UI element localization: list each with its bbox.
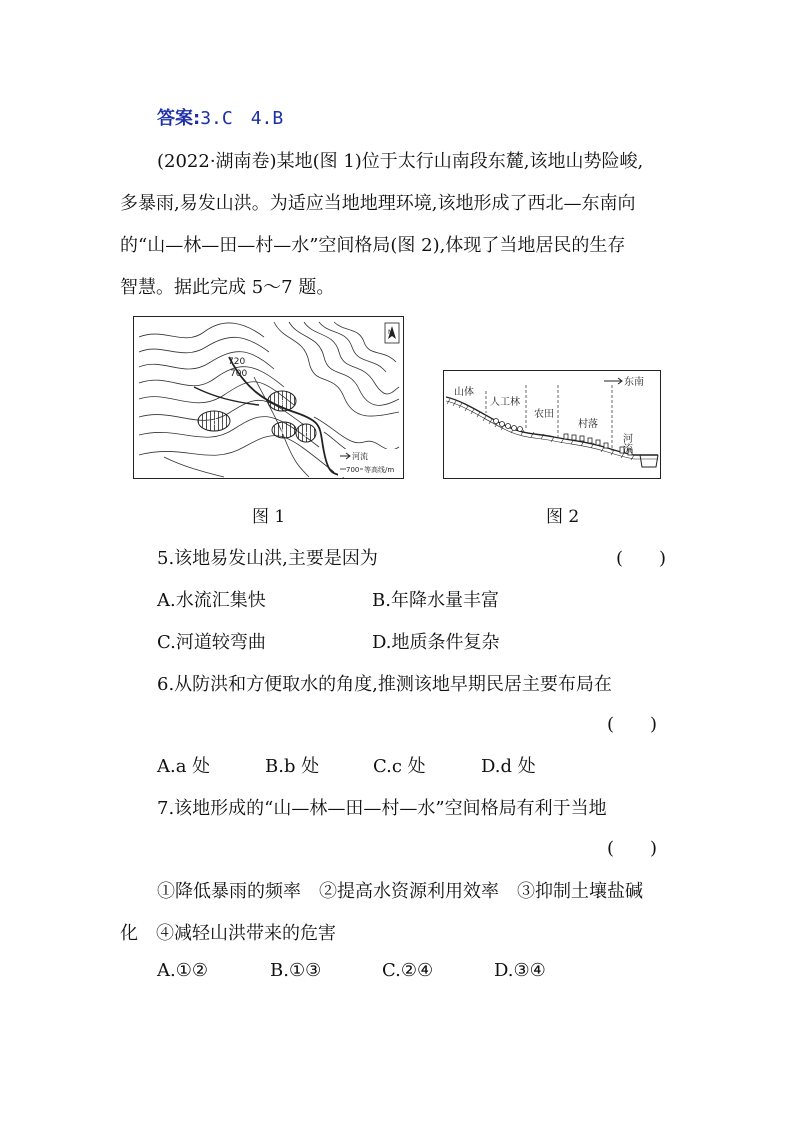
zone-label-village: 村落 [578, 419, 598, 430]
contour-label-720: 720 [228, 357, 246, 367]
direction-label: 东南 [624, 377, 644, 388]
question-5-answer-blank: ( ) [616, 548, 667, 569]
zone-label-farmland: 农田 [534, 409, 554, 420]
question-6-stem: 6.从防洪和方便取水的角度,推测该地早期民居主要布局在 [157, 674, 612, 695]
intro-line-3: 的“山—林—田—村—水”空间格局(图 2),体现了当地居民的生存 [120, 235, 626, 256]
forest-trees [494, 419, 523, 432]
zone-label-forest: 人工林 [490, 397, 520, 408]
contour-label-700: 700 [230, 369, 248, 379]
figure-2-profile [443, 370, 661, 479]
answer-line [157, 104, 283, 130]
question-6-option-d: D.d 处 [481, 756, 536, 777]
question-7-option-a: A.①② [157, 960, 208, 981]
north-label: N [388, 329, 393, 336]
point-label-d: d [211, 418, 217, 428]
map-legend [338, 449, 402, 477]
profile-svg [444, 371, 660, 478]
answer-value: 3.C 4.B [200, 108, 284, 129]
question-7-stem: 7.该地形成的“山—林—田—村—水”空间格局有利于当地 [157, 798, 607, 819]
zone-label-mountain: 山体 [454, 387, 474, 398]
figure-1-contour-map [133, 316, 404, 479]
question-6-answer-blank: ( ) [607, 714, 658, 735]
question-6-option-b: B.b 处 [265, 756, 320, 777]
figure-2-caption: 图 2 [546, 507, 580, 527]
contour-map-svg [134, 317, 403, 478]
question-5-stem: 5.该地易发山洪,主要是因为 [157, 548, 378, 569]
question-5-option-d: D.地质条件复杂 [372, 632, 500, 653]
zone-label-river: 河流 [620, 433, 632, 453]
question-5-option-a: A.水流汇集快 [157, 590, 266, 611]
intro-line-2: 多暴雨,易发山洪。为适应当地地理环境,该地形成了西北—东南向 [120, 193, 636, 214]
question-7-option-c: C.②④ [382, 960, 434, 981]
intro-line-4: 智慧。据此完成 5～7 题。 [120, 277, 335, 298]
question-6-option-a: A.a 处 [157, 756, 211, 777]
legend-contour-value: 700 [346, 466, 360, 474]
point-label-c: c [281, 427, 286, 437]
question-7-statements-line-2: 化 ④减轻山洪带来的危害 [120, 923, 336, 944]
point-label-a: a [279, 398, 285, 408]
question-7-statements-line-1: ①降低暴雨的频率 ②提高水资源利用效率 ③抑制土壤盐碱 [157, 881, 643, 902]
point-label-b: b [304, 430, 310, 440]
question-7-answer-blank: ( ) [607, 838, 658, 859]
question-5-option-c: C.河道较弯曲 [157, 632, 266, 653]
southeast-arrow-icon [604, 378, 622, 384]
legend-river-label: 河流 [352, 452, 368, 461]
figure-1-caption: 图 1 [252, 507, 286, 527]
legend-contour-label: 等高线/m [364, 466, 395, 474]
intro-line-1: (2022·湖南卷)某地(图 1)位于太行山南段东麓,该地山势险峻, [157, 151, 644, 172]
answer-label: 答案: [157, 108, 201, 129]
question-5-option-b: B.年降水量丰富 [372, 590, 499, 611]
question-7-option-b: B.①③ [270, 960, 322, 981]
question-7-option-d: D.③④ [494, 960, 546, 981]
question-6-option-c: C.c 处 [373, 756, 426, 777]
